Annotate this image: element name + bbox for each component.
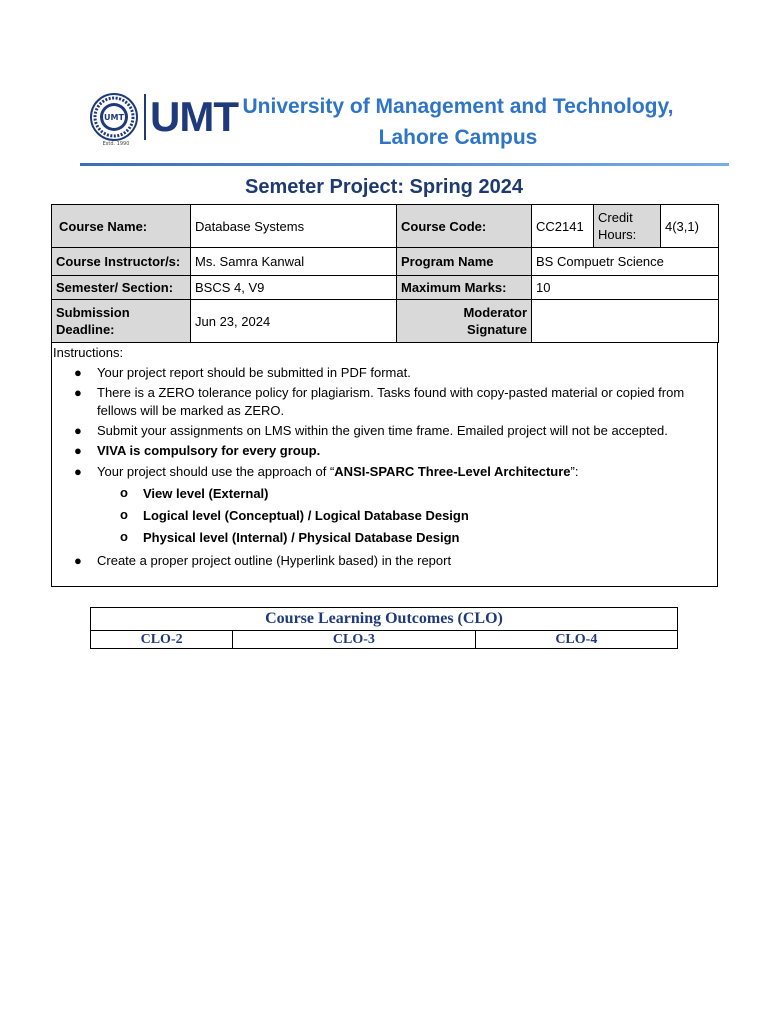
instruction-text: ”: — [570, 464, 579, 479]
bullet-icon: ● — [74, 423, 82, 438]
list-item — [120, 529, 703, 547]
list-item — [74, 422, 712, 440]
clo-column: CLO-2 — [91, 631, 233, 649]
table-row — [52, 300, 719, 343]
course-code-label: Course Code: — [397, 205, 532, 248]
instructor-label: Course Instructor/s: — [52, 248, 191, 276]
instruction-text: Submit your assignments on LMS within the given time frame. Emailed project will not be accepted. — [97, 423, 668, 438]
page-title: Semeter Project: Spring 2024 — [245, 176, 523, 198]
seal-text: UMT — [104, 113, 124, 122]
campus-name: Lahore Campus — [378, 126, 538, 149]
instruction-text: Create a proper project outline (Hyperlink based) in the report — [97, 553, 452, 568]
bullet-icon: ● — [74, 385, 82, 400]
list-item — [74, 442, 712, 460]
list-item — [74, 364, 712, 382]
course-code-value: CC2141 — [532, 205, 594, 248]
clo-table — [90, 607, 678, 649]
umt-logo-text: UMT — [150, 93, 238, 140]
clo-column: CLO-3 — [233, 631, 475, 649]
instructor-value: Ms. Samra Kanwal — [191, 248, 397, 276]
table-row — [91, 608, 678, 631]
seal-estd: Estd. 1990 — [102, 141, 130, 147]
program-label: Program Name — [397, 248, 532, 276]
circle-bullet-icon: o — [120, 507, 128, 522]
instructions-heading: Instructions: — [53, 345, 124, 360]
bullet-icon: ● — [74, 443, 82, 458]
clo-heading: Course Learning Outcomes (CLO) — [91, 608, 678, 631]
instruction-text: VIVA is compulsory for every group. — [97, 443, 321, 458]
instruction-text: Your project report should be submitted in PDF format. — [97, 365, 411, 380]
marks-value: 10 — [532, 276, 719, 300]
course-info-table — [51, 204, 719, 343]
bullet-icon: ● — [74, 464, 82, 479]
table-row — [52, 248, 719, 276]
bullet-icon: ● — [74, 365, 82, 380]
sub-item-text: Logical level (Conceptual) / Logical Database Design — [143, 508, 469, 523]
sub-item-text: Physical level (Internal) / Physical Database Design — [143, 530, 460, 545]
moderator-signature-label: Moderator Signature — [397, 300, 532, 343]
list-item — [74, 552, 712, 570]
university-name: University of Management and Technology, — [242, 95, 674, 118]
credit-hours-label: Credit Hours: — [594, 205, 661, 248]
list-item — [74, 384, 712, 420]
deadline-value: Jun 23, 2024 — [191, 300, 397, 343]
table-row — [52, 276, 719, 300]
architecture-name: ANSI-SPARC Three-Level Architecture — [334, 464, 571, 479]
marks-label: Maximum Marks: — [397, 276, 532, 300]
moderator-signature-value — [532, 300, 719, 343]
table-row — [91, 631, 678, 649]
bullet-icon: ● — [74, 553, 82, 568]
logo-divider — [144, 94, 146, 140]
deadline-label: Submission Deadline: — [52, 300, 191, 343]
program-value: BS Compuetr Science — [532, 248, 719, 276]
list-item — [120, 485, 703, 503]
course-name-label: Course Name: — [52, 205, 191, 248]
header-rule — [80, 163, 729, 166]
sub-item-text: View level (External) — [143, 486, 269, 501]
list-item — [74, 463, 712, 481]
umt-seal-logo — [90, 93, 142, 151]
instruction-text: Your project should use the approach of “ — [97, 464, 335, 479]
table-row — [52, 205, 719, 248]
circle-bullet-icon: o — [120, 529, 128, 544]
instructions-box — [51, 342, 718, 587]
circle-bullet-icon: o — [120, 485, 128, 500]
semester-value: BSCS 4, V9 — [191, 276, 397, 300]
seal-icon — [90, 93, 138, 141]
list-item — [120, 507, 703, 525]
instruction-text: There is a ZERO tolerance policy for plagiarism. Tasks found with copy-pasted material or copied from fellows will be marked as ZERO. — [97, 385, 685, 418]
clo-column: CLO-4 — [475, 631, 677, 649]
semester-label: Semester/ Section: — [52, 276, 191, 300]
course-name-value: Database Systems — [191, 205, 397, 248]
credit-hours-value: 4(3,1) — [661, 205, 719, 248]
